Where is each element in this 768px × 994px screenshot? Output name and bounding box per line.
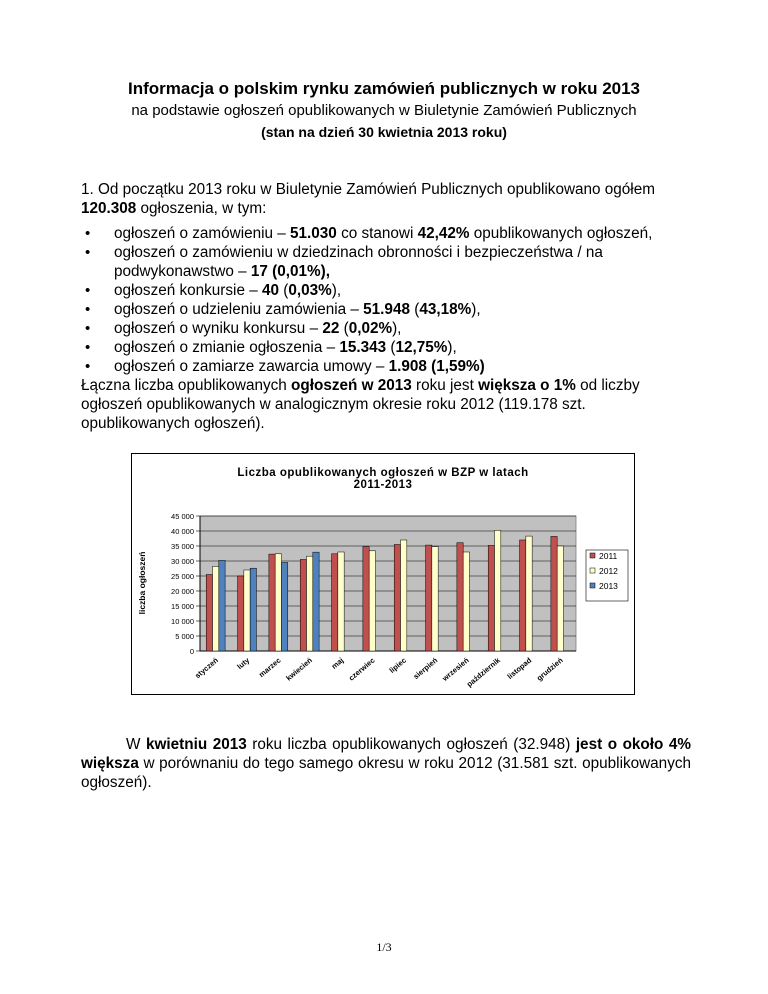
x-tick-label: luty bbox=[235, 655, 252, 672]
y-tick-label: 40 000 bbox=[171, 527, 194, 536]
legend-label-2011: 2011 bbox=[599, 551, 618, 561]
intro-suffix: ogłoszenia, w tym: bbox=[136, 200, 267, 217]
legend-swatch-2013 bbox=[590, 583, 595, 588]
bar-2012 bbox=[369, 551, 375, 651]
bar-2011 bbox=[457, 543, 463, 651]
x-tick-label: styczeń bbox=[193, 655, 220, 681]
y-tick-label: 5 000 bbox=[175, 632, 194, 641]
x-tick-label: sierpień bbox=[411, 655, 440, 682]
bar-2012 bbox=[213, 566, 219, 651]
x-tick-label: maj bbox=[329, 655, 346, 671]
list-item: • ogłoszeń o zamówieniu w dziedzinach obronności i bezpieczeństwa / na podwykonawstwo – 17 (0,01%), bbox=[81, 243, 691, 281]
notice-breakdown-list bbox=[81, 224, 691, 376]
list-item: • ogłoszeń o wyniku konkursu – 22 (0,02%), bbox=[81, 319, 691, 338]
bar-2012 bbox=[557, 546, 563, 651]
bar-2012 bbox=[432, 547, 438, 651]
list-item: • ogłoszeń o zamiarze zawarcia umowy – 1.908 (1,59%) bbox=[81, 357, 691, 376]
x-tick-label: październik bbox=[464, 655, 502, 689]
bar-2012 bbox=[275, 554, 281, 651]
intro-prefix: 1. Od początku 2013 roku w Biuletynie Zamówień Publicznych opublikowano ogółem bbox=[81, 181, 655, 198]
chart-title-line1: Liczba opublikowanych ogłoszeń w BZP w latach bbox=[237, 467, 529, 479]
x-tick-label: grudzień bbox=[534, 655, 565, 683]
chart-svg bbox=[132, 454, 634, 694]
intro-paragraph bbox=[81, 180, 691, 218]
april-paragraph: W kwietniu 2013 roku liczba opublikowanych ogłoszeń (32.948) jest o około 4% większa w porównaniu do tego samego okresu w roku 2012 (31.581 szt. opublikowanych ogłoszeń). bbox=[81, 736, 691, 791]
bar-2011 bbox=[363, 547, 369, 651]
bar-2012 bbox=[495, 530, 501, 651]
date-note: (stan na dzień 30 kwietnia 2013 roku) bbox=[261, 124, 507, 140]
y-tick-label: 45 000 bbox=[171, 512, 194, 521]
legend-label-2012: 2012 bbox=[599, 566, 618, 576]
bar-2012 bbox=[526, 536, 532, 651]
bar-2012 bbox=[338, 552, 344, 651]
bar-2012 bbox=[463, 552, 469, 651]
summary-paragraph: Łączna liczba opublikowanych ogłoszeń w 2013 roku jest większa o 1% od liczby ogłoszeń opublikowanych w analogicznym okresie roku 2012 (119.178 szt. opublikowanych ogłoszeń). bbox=[81, 377, 640, 432]
bar-2012 bbox=[307, 556, 313, 651]
bar-2013 bbox=[313, 552, 319, 651]
legend-swatch-2011 bbox=[590, 553, 595, 558]
x-tick-label: lipiec bbox=[387, 655, 408, 675]
y-tick-label: 10 000 bbox=[171, 617, 194, 626]
x-tick-label: czerwiec bbox=[346, 655, 377, 683]
list-item: • ogłoszeń o udzieleniu zamówienia – 51.948 (43,18%), bbox=[81, 300, 691, 319]
document-subtitle: na podstawie ogłoszeń opublikowanych w Biuletynie Zamówień Publicznych bbox=[131, 102, 637, 119]
x-tick-label: kwiecień bbox=[284, 655, 314, 683]
chart-y-axis-label: liczba ogłoszeń bbox=[137, 551, 147, 615]
bar-2011 bbox=[551, 536, 557, 651]
y-tick-label: 30 000 bbox=[171, 557, 194, 566]
intro-total: 120.308 bbox=[81, 200, 137, 217]
bar-2011 bbox=[426, 545, 432, 651]
bar-2013 bbox=[219, 560, 225, 651]
x-tick-label: marzec bbox=[257, 655, 283, 680]
y-tick-label: 15 000 bbox=[171, 602, 194, 611]
bar-2012 bbox=[401, 540, 407, 651]
legend-swatch-2012 bbox=[590, 568, 595, 573]
bar-2011 bbox=[206, 575, 212, 652]
list-item: • ogłoszeń konkursie – 40 (0,03%), bbox=[81, 281, 691, 300]
y-tick-label: 25 000 bbox=[171, 572, 194, 581]
legend-label-2013: 2013 bbox=[599, 581, 618, 591]
list-item: • ogłoszeń o zmianie ogłoszenia – 15.343 (12,75%), bbox=[81, 338, 691, 357]
bar-2011 bbox=[520, 540, 526, 651]
chart-title-line2: 2011-2013 bbox=[353, 479, 413, 491]
bar-2011 bbox=[488, 545, 494, 651]
bar-2011 bbox=[238, 576, 244, 651]
list-item: • ogłoszeń o zamówieniu – 51.030 co stanowi 42,42% opublikowanych ogłoszeń, bbox=[81, 224, 691, 243]
x-tick-label: wrzesień bbox=[440, 655, 471, 683]
bar-2012 bbox=[244, 570, 250, 651]
page-number: 1/3 bbox=[376, 940, 392, 954]
bar-2013 bbox=[250, 568, 256, 651]
x-tick-label: listopad bbox=[505, 655, 534, 682]
bar-chart bbox=[131, 453, 635, 695]
y-tick-label: 0 bbox=[189, 647, 194, 656]
bar-2011 bbox=[269, 554, 275, 651]
bar-2011 bbox=[332, 554, 338, 651]
document-title: Informacja o polskim rynku zamówień publicznych w roku 2013 bbox=[127, 79, 641, 98]
bar-2011 bbox=[300, 560, 306, 652]
bar-2013 bbox=[281, 563, 287, 652]
y-tick-label: 35 000 bbox=[171, 542, 194, 551]
y-tick-label: 20 000 bbox=[171, 587, 194, 596]
bar-2011 bbox=[394, 545, 400, 652]
